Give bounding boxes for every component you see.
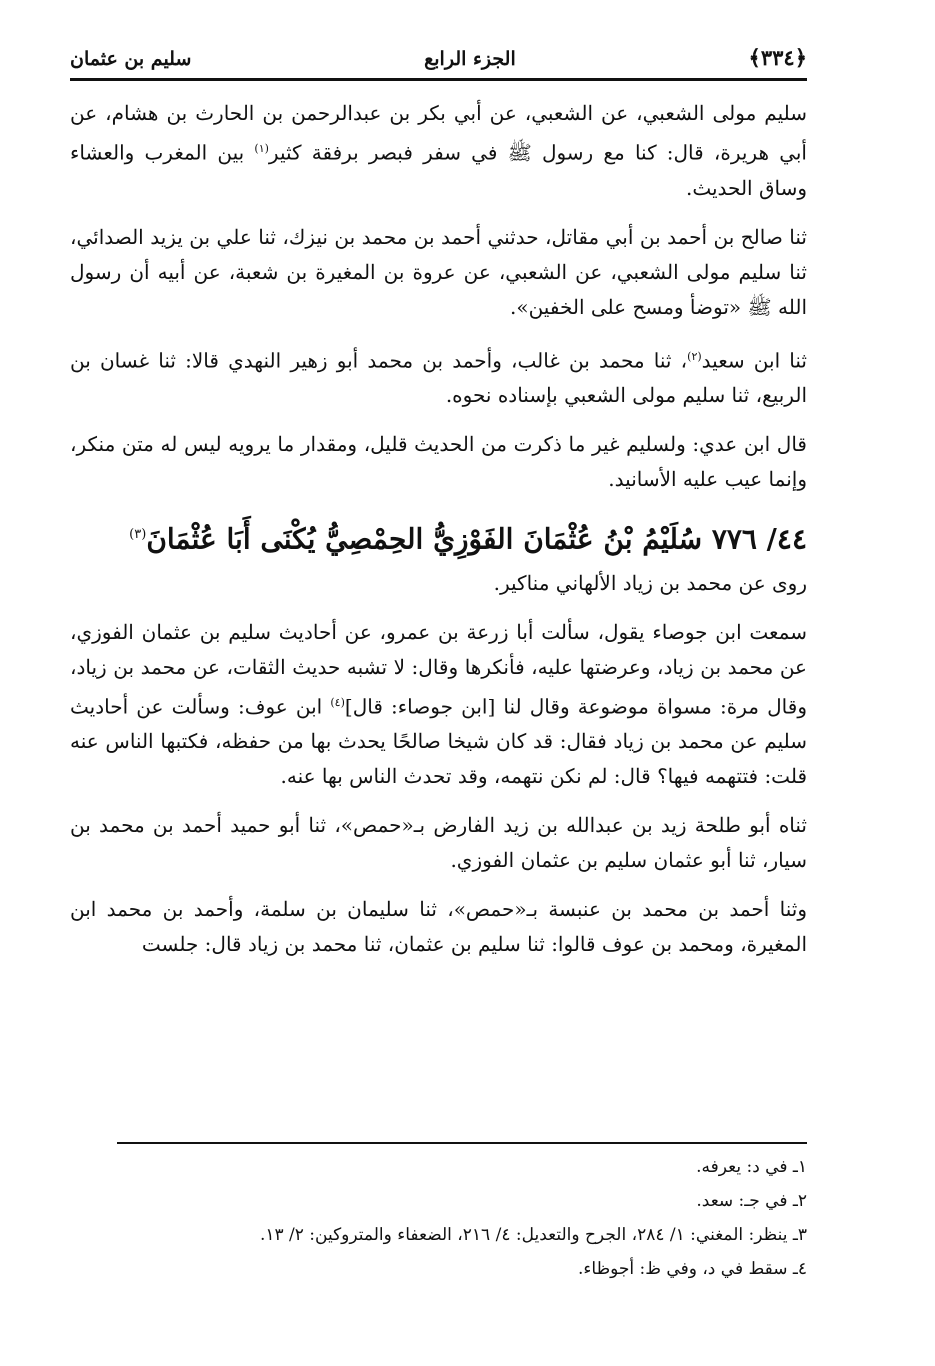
footnote-3: ٣ـ ينظر: المغني: ١/ ٢٨٤، الجرح والتعديل: ٤/ ٢١٦، الضعفاء والمتروكين: ٢/ ١٣. — [259, 1225, 807, 1245]
footnote-rule — [117, 1142, 807, 1144]
entry-heading — [70, 511, 807, 563]
header-rule — [70, 78, 807, 81]
page-number: ﴿٣٣٤﴾ — [748, 45, 807, 70]
page-header — [70, 36, 807, 76]
paragraph-5: روى عن محمد بن زياد الألهاني مناكير. — [493, 570, 807, 595]
footnote-ref-3: (٣) — [129, 527, 147, 543]
paragraph-1-tail: بين المغرب والعشاء وساق الحديث. — [70, 140, 807, 200]
paragraph-3 — [70, 339, 807, 414]
paragraph-6-tail: ابن عوف: وسألت عن أحاديث سليم عن محمد بن زياد فقال: قد كان شيخا صالحًا يحدث بها من حفظه، فكتبها الناس عنه قلت: فتتهمه فيها؟ قال: لم نكن نتهمه، وقد تحدث الناس بها عنه. — [70, 694, 807, 789]
volume-title: الجزء الرابع — [424, 48, 516, 70]
paragraph-1 — [70, 96, 807, 206]
footnote-ref-1: (١) — [254, 142, 269, 155]
footnotes — [70, 1150, 807, 1286]
footnote-ref-2: (٢) — [687, 349, 702, 363]
paragraph-7: ثناه أبو طلحة زيد بن عبدالله بن زيد الفارض بـ«حمص»، ثنا أبو حميد أحمد بن محمد بن سيار، ثنا أبو عثمان سليم بن عثمان الفوزي. — [70, 813, 807, 873]
paragraph-3-tail: ، ثنا محمد بن غالب، وأحمد بن محمد أبو زهير النهدي قالا: ثنا غسان بن الربيع، ثنا سليم مولى الشعبي بإسناده نحوه. — [70, 348, 807, 408]
paragraph-6 — [70, 615, 807, 795]
paragraph-6-head: سمعت ابن جوصاء يقول، سألت أبا زرعة بن عمرو، عن أحاديث سليم بن عثمان الفوزي، عن محمد بن زياد، وعرضتها عليه، فأنكرها وقال: لا تشبه حديث الثقات، عن محمد بن زياد، وقال مرة: مسواة موضوعة وقال لنا [ابن جوصاء: قال] — [70, 619, 807, 719]
main-text — [70, 96, 807, 976]
entry-heading-text: ٤٤/ ٧٧٦ سُلَيْمُ بْنُ عُثْمَانَ الفَوْزِيُّ الحِمْصِيُّ يُكْنَى أَبَا عُثْمَانَ — [146, 522, 807, 556]
paragraph-1-text: سليم مولى الشعبي، عن الشعبي، عن أبي بكر بن عبدالرحمن بن الحارث بن هشام، عن أبي هريرة، قال: كنا مع رسول ﷺ في سفر فبصر برفقة كثير — [70, 101, 807, 165]
running-title: سليم بن عثمان — [70, 48, 192, 70]
footnote-ref-4: (٤) — [330, 695, 345, 709]
footnote-2: ٢ـ في جـ: سعد. — [696, 1191, 807, 1211]
paragraph-8: وثنا أحمد بن محمد بن عنبسة بـ«حمص»، ثنا سليمان بن سلمة، وأحمد بن محمد ابن المغيرة، ومحمد بن عوف قالوا: ثنا سليم بن عثمان، ثنا محمد بن زياد قال: جلست — [70, 897, 807, 957]
paragraph-2: ثنا صالح بن أحمد بن أبي مقاتل، حدثني أحمد بن محمد بن نيزك، ثنا علي بن يزيد الصدائي، ثنا سليم مولى الشعبي، عن الشعبي، عن عروة بن المغيرة بن شعبة، عن أبيه أن رسول الله ﷺ «توضأ ومسح على الخفين». — [70, 224, 807, 319]
footnote-4: ٤ـ سقط في د، وفي ظ: أجوظاء. — [578, 1259, 807, 1279]
footnote-1: ١ـ في د: يعرفه. — [696, 1157, 807, 1177]
paragraph-3-head: ثنا ابن سعيد — [701, 348, 807, 373]
paragraph-4: قال ابن عدي: ولسليم غير ما ذكرت من الحديث قليل، ومقدار ما يرويه ليس له متن منكر، وإنما عيب عليه الأسانيد. — [70, 432, 807, 492]
